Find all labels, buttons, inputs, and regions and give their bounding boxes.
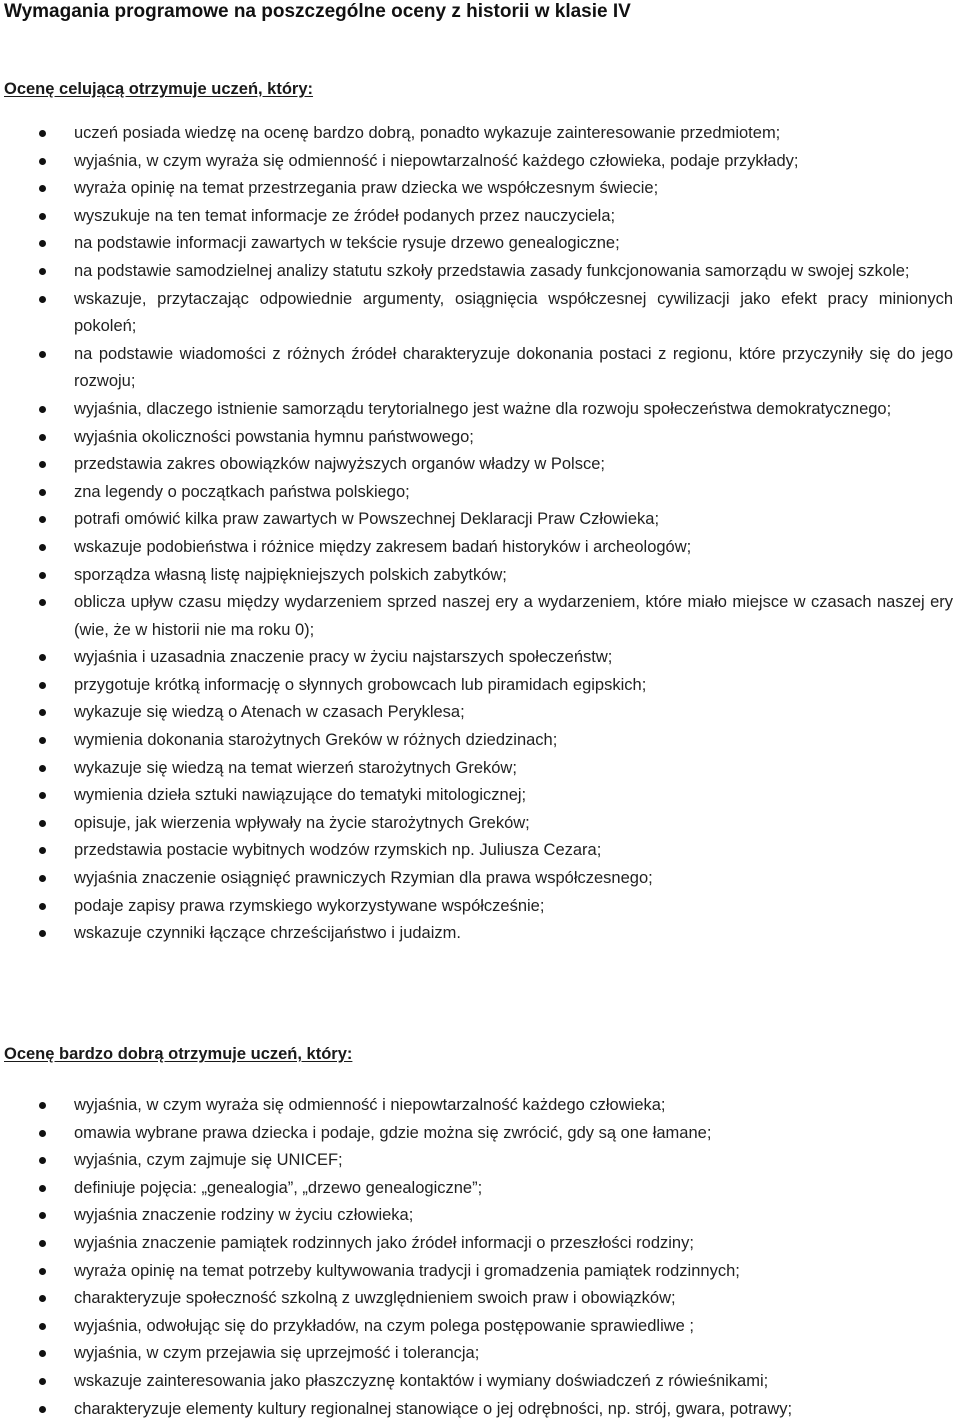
criteria-list-bardzo-dobra	[0, 1092, 960, 1423]
bullet-icon	[39, 1268, 46, 1275]
list-item: zna legendy o początkach państwa polskiego;	[0, 479, 960, 507]
list-item: oblicza upływ czasu między wydarzeniem sprzed naszej ery a wydarzeniem, które miało miejsce w czasach naszej ery (wie, że w historii nie ma roku 0);	[0, 589, 960, 644]
list-item: wyraża opinię na temat potrzeby kultywowania tradycji i gromadzenia pamiątek rodzinnych;	[0, 1258, 960, 1286]
bullet-icon	[39, 709, 46, 716]
list-item: wymienia dokonania starożytnych Greków w różnych dziedzinach;	[0, 727, 960, 755]
list-item: wyszukuje na ten temat informacje ze źródeł podanych przez nauczyciela;	[0, 203, 960, 231]
list-item: podaje zapisy prawa rzymskiego wykorzystywane współcześnie;	[0, 893, 960, 921]
bullet-icon	[39, 1240, 46, 1247]
list-item: przedstawia zakres obowiązków najwyższych organów władzy w Polsce;	[0, 451, 960, 479]
bullet-icon	[39, 158, 46, 165]
list-item: wskazuje podobieństwa i różnice między zakresem badań historyków i archeologów;	[0, 534, 960, 562]
list-item: wyjaśnia znaczenie rodziny w życiu człowieka;	[0, 1202, 960, 1230]
bullet-icon	[39, 185, 46, 192]
list-item: wyjaśnia, w czym wyraża się odmienność i niepowtarzalność każdego człowieka, podaje przykłady;	[0, 148, 960, 176]
bullet-icon	[39, 765, 46, 772]
bullet-icon	[39, 875, 46, 882]
bullet-icon	[39, 1350, 46, 1357]
list-item: wyjaśnia, odwołując się do przykładów, na czym polega postępowanie sprawiedliwe ;	[0, 1313, 960, 1341]
list-item: potrafi omówić kilka praw zawartych w Powszechnej Deklaracji Praw Człowieka;	[0, 506, 960, 534]
list-item: wyjaśnia znaczenie pamiątek rodzinnych jako źródeł informacji o przeszłości rodziny;	[0, 1230, 960, 1258]
list-item: opisuje, jak wierzenia wpływały na życie starożytnych Greków;	[0, 810, 960, 838]
list-item: wyjaśnia znaczenie osiągnięć prawniczych Rzymian dla prawa współczesnego;	[0, 865, 960, 893]
bullet-icon	[39, 1130, 46, 1137]
bullet-icon	[39, 1378, 46, 1385]
bullet-icon	[39, 130, 46, 137]
bullet-icon	[39, 1212, 46, 1219]
list-item: wyjaśnia, w czym wyraża się odmienność i niepowtarzalność każdego człowieka;	[0, 1092, 960, 1120]
list-item: na podstawie samodzielnej analizy statutu szkoły przedstawia zasady funkcjonowania samorządu w swojej szkole;	[0, 258, 960, 286]
list-item: na podstawie wiadomości z różnych źródeł charakteryzuje dokonania postaci z regionu, które przyczyniły się do jego rozwoju;	[0, 341, 960, 396]
bullet-icon	[39, 599, 46, 606]
bullet-icon	[39, 351, 46, 358]
list-item: charakteryzuje społeczność szkolną z uwzględnieniem swoich praw i obowiązków;	[0, 1285, 960, 1313]
criteria-list-celujaca	[0, 120, 960, 948]
list-item: wyjaśnia i uzasadnia znaczenie pracy w życiu najstarszych społeczeństw;	[0, 644, 960, 672]
list-item: sporządza własną listę najpiękniejszych polskich zabytków;	[0, 562, 960, 590]
bullet-icon	[39, 737, 46, 744]
list-item: wykazuje się wiedzą na temat wierzeń starożytnych Greków;	[0, 755, 960, 783]
bullet-icon	[39, 240, 46, 247]
bullet-icon	[39, 682, 46, 689]
list-item: charakteryzuje elementy kultury regionalnej stanowiące o jej odrębności, np. strój, gwara, potrawy;	[0, 1396, 960, 1423]
list-item: wyjaśnia, w czym przejawia się uprzejmość i tolerancja;	[0, 1340, 960, 1368]
bullet-icon	[39, 1323, 46, 1330]
list-item: wyjaśnia okoliczności powstania hymnu państwowego;	[0, 424, 960, 452]
list-item: omawia wybrane prawa dziecka i podaje, gdzie można się zwrócić, gdy są one łamane;	[0, 1120, 960, 1148]
list-item: wymienia dzieła sztuki nawiązujące do tematyki mitologicznej;	[0, 782, 960, 810]
list-item: uczeń posiada wiedzę na ocenę bardzo dobrą, ponadto wykazuje zainteresowanie przedmiotem;	[0, 120, 960, 148]
bullet-icon	[39, 792, 46, 799]
bullet-icon	[39, 1295, 46, 1302]
bullet-icon	[39, 1157, 46, 1164]
section-heading-bardzo-dobra: Ocenę bardzo dobrą otrzymuje uczeń, który:	[4, 1045, 353, 1063]
list-item: definiuje pojęcia: „genealogia”, „drzewo genealogiczne”;	[0, 1175, 960, 1203]
list-item: wskazuje czynniki łączące chrześcijaństwo i judaizm.	[0, 920, 960, 948]
bullet-icon	[39, 820, 46, 827]
page-title: Wymagania programowe na poszczególne oceny z historii w klasie IV	[4, 1, 631, 22]
list-item: wyjaśnia, czym zajmuje się UNICEF;	[0, 1147, 960, 1175]
bullet-icon	[39, 489, 46, 496]
list-item: wskazuje, przytaczając odpowiednie argumenty, osiągnięcia współczesnej cywilizacji jako efekt pracy minionych pokoleń;	[0, 286, 960, 341]
bullet-icon	[39, 903, 46, 910]
list-item: na podstawie informacji zawartych w tekście rysuje drzewo genealogiczne;	[0, 230, 960, 258]
bullet-icon	[39, 213, 46, 220]
bullet-icon	[39, 434, 46, 441]
bullet-icon	[39, 1102, 46, 1109]
bullet-icon	[39, 572, 46, 579]
bullet-icon	[39, 847, 46, 854]
list-item: wyraża opinię na temat przestrzegania praw dziecka we współczesnym świecie;	[0, 175, 960, 203]
bullet-icon	[39, 406, 46, 413]
bullet-icon	[39, 516, 46, 523]
list-item: wyjaśnia, dlaczego istnienie samorządu terytorialnego jest ważne dla rozwoju społeczeństwa demokratycznego;	[0, 396, 960, 424]
bullet-icon	[39, 296, 46, 303]
list-item: wykazuje się wiedzą o Atenach w czasach Peryklesa;	[0, 699, 960, 727]
bullet-icon	[39, 930, 46, 937]
bullet-icon	[39, 461, 46, 468]
bullet-icon	[39, 654, 46, 661]
bullet-icon	[39, 268, 46, 275]
list-item: przedstawia postacie wybitnych wodzów rzymskich np. Juliusza Cezara;	[0, 837, 960, 865]
bullet-icon	[39, 1185, 46, 1192]
list-item: przygotuje krótką informację o słynnych grobowcach lub piramidach egipskich;	[0, 672, 960, 700]
bullet-icon	[39, 544, 46, 551]
bullet-icon	[39, 1406, 46, 1413]
section-heading-celujaca: Ocenę celującą otrzymuje uczeń, który:	[4, 80, 314, 98]
list-item: wskazuje zainteresowania jako płaszczyznę kontaktów i wymiany doświadczeń z rówieśnikami;	[0, 1368, 960, 1396]
